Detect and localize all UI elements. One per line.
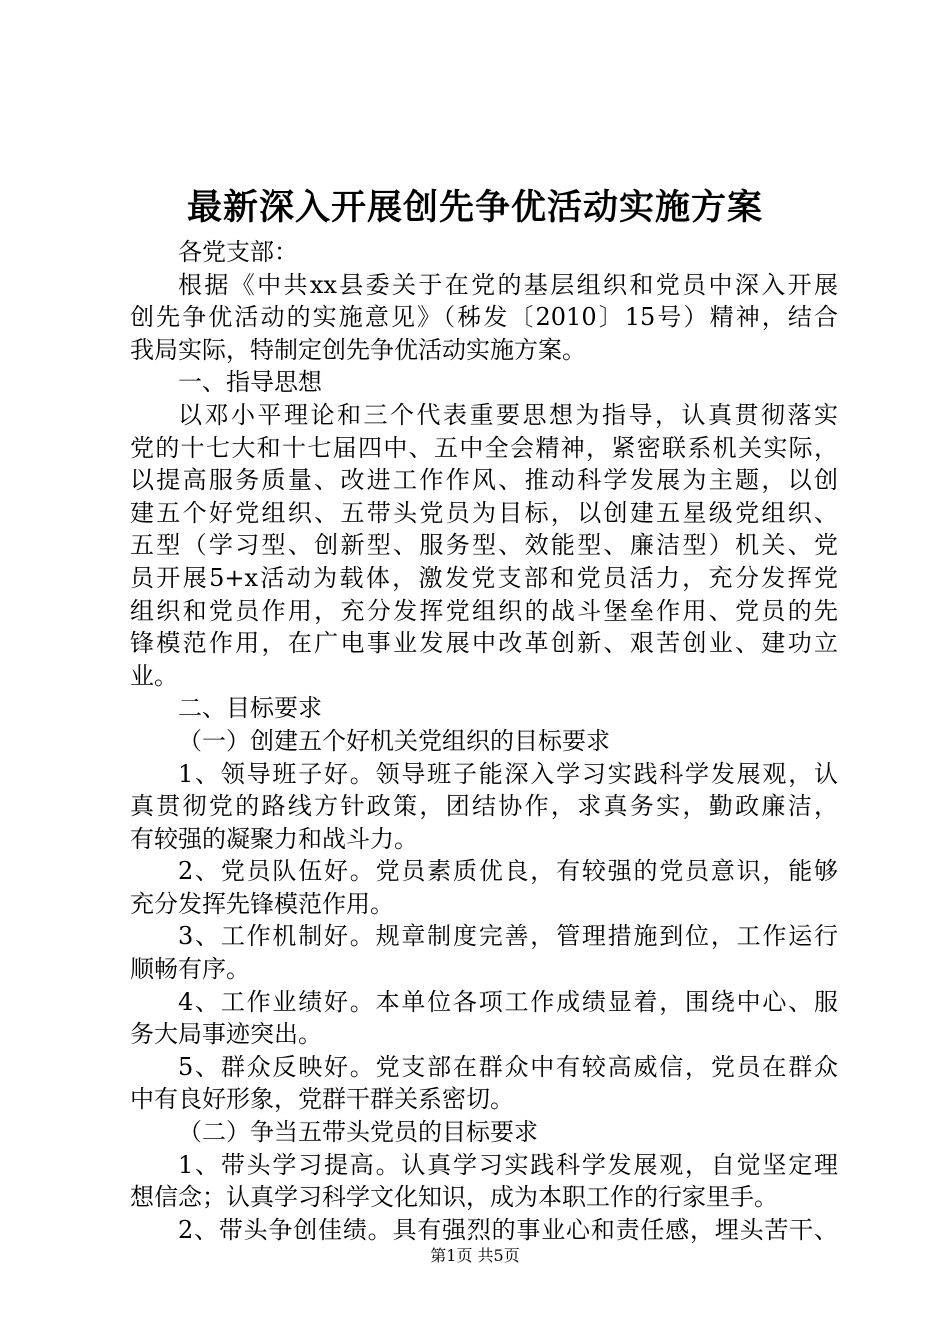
text-line: 组织和党员作用，充分发挥党组织的战斗堡垒作用、党员的先 [130, 596, 838, 625]
text-line: 员开展5+x活动为载体，激发党支部和党员活力，充分发挥党 [130, 563, 838, 592]
text-line: （一）创建五个好机关党组织的目标要求 [178, 726, 610, 755]
text-line: 中有良好形象，党群干群关系密切。 [130, 1085, 514, 1114]
text-line: 以提高服务质量、改进工作作风、推动科学发展为主题，以创 [130, 466, 838, 495]
page-footer: 第1页 共5页 [430, 1246, 520, 1265]
text-line: 五型（学习型、创新型、服务型、效能型、廉洁型）机关、党 [130, 531, 838, 560]
text-line: 党的十七大和十七届四中、五中全会精神，紧密联系机关实际， [130, 433, 838, 462]
document-title: 最新深入开展创先争优活动实施方案 [186, 187, 763, 228]
text-line: 根据《中共xx县委关于在党的基层组织和党员中深入开展 [178, 270, 838, 299]
text-line: 3、工作机制好。规章制度完善，管理措施到位，工作运行 [178, 922, 838, 951]
text-line: 务大局事迹突出。 [130, 1020, 322, 1049]
text-line: 2、党员队伍好。党员素质优良，有较强的党员意识，能够 [178, 857, 838, 886]
text-line: 1、领导班子好。领导班子能深入学习实践科学发展观，认 [178, 759, 838, 788]
text-line: 二、目标要求 [178, 694, 322, 723]
text-line: 一、指导思想 [178, 368, 322, 397]
text-line: 各党支部： [178, 238, 298, 266]
document-body [130, 236, 838, 1246]
text-line: 我局实际，特制定创先争优活动实施方案。 [130, 335, 586, 364]
text-line: 5、群众反映好。党支部在群众中有较高威信，党员在群众 [178, 1052, 838, 1081]
text-line: 顺畅有序。 [130, 955, 250, 984]
text-line: 业。 [130, 661, 178, 690]
text-line: 建五个好党组织、五带头党员为目标，以创建五星级党组织、 [130, 498, 838, 527]
text-line: 以邓小平理论和三个代表重要思想为指导，认真贯彻落实 [178, 400, 838, 429]
text-line: （二）争当五带头党员的目标要求 [178, 1118, 538, 1147]
text-line: 创先争优活动的实施意见》（秭发〔2010〕15号）精神，结合 [130, 303, 838, 332]
text-line: 1、带头学习提高。认真学习实践科学发展观，自觉坚定理 [178, 1150, 838, 1179]
text-line: 2、带头争创佳绩。具有强烈的事业心和责任感，埋头苦干、 [178, 1215, 838, 1244]
text-line: 锋模范作用，在广电事业发展中改革创新、艰苦创业、建功立 [130, 629, 838, 658]
text-line: 4、工作业绩好。本单位各项工作成绩显着，围绕中心、服 [178, 987, 838, 1016]
text-line: 真贯彻党的路线方针政策，团结协作，求真务实，勤政廉洁， [130, 792, 838, 821]
text-line: 想信念；认真学习科学文化知识，成为本职工作的行家里手。 [130, 1183, 778, 1212]
text-line: 充分发挥先锋模范作用。 [130, 889, 394, 918]
text-line: 有较强的凝聚力和战斗力。 [130, 824, 418, 853]
